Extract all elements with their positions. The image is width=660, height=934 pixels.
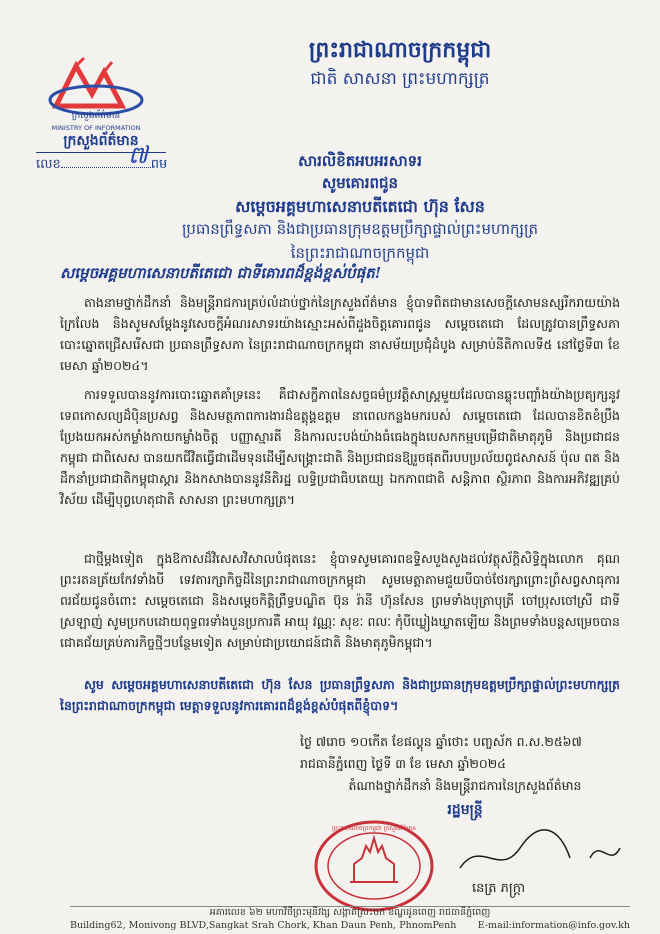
solar-date: រាជធានីភ្នំពេញ ថ្ងៃទី ៣ ខែ មេសា ឆ្នាំ២០២៤ bbox=[300, 756, 507, 771]
footer-email: E-mail:information@info.gov.kh bbox=[477, 920, 630, 931]
paragraph-closing: សូម សម្តេចអគ្គមហាសេនាបតីតេជោ ហ៊ុន សែន ប្រធានព្រឹទ្ធសភា និងជាប្រធានក្រុមឧត្តមប្រឹក្សាផ្ទាល់ព្រះមហាក្សត្រ នៃព្រះរាជាណាចក្រកម្ពុជា មេត្តាទទួលនូវការគោរពដ៏ខ្ពង់ខ្ពស់បំផុតពីខ្ញុំបាទ។ bbox=[60, 677, 620, 713]
ref-suffix: ពម bbox=[150, 157, 168, 172]
footer-address-en bbox=[70, 920, 630, 931]
paragraph-3: ជាថ្មីម្តងទៀត ក្នុងឱកាសដ៏វិសេសវិសាលបំផុតនេះ ខ្ញុំបាទសូមគោរពឧទ្ទិសបួងសួងដល់វត្ថុស័ក្តិសិទ្ធិក្នុងលោក គុណព្រះរតនត្រ័យកែវទាំងបី ទេវតារក្សាកិច្ចដីនៃព្រះរាជាណាចក្រកម្ពុជា សូមមេត្តាតាមជួយបីបាច់ថែរក្សាព្រោះព្រំសព្វសាធុការពរជ័យជូនចំពោះ សម្តេចតេជោ និងសម្តេចកិត្តិព្រឹទ្ធបណ្ឌិត ប៊ុន រ៉ានី ហ៊ុនសែន ព្រមទាំងបុត្រាបុត្រី ចៅប្រុសចៅស្រី ជាទីស្រឡាញ់ សូមប្រកបដោយពុទ្ធពរទាំងបួនប្រការគឺ អាយុ វណ្ណៈ សុខៈ ពលៈ កុំបីឃ្លៀងឃ្លាតឡើយ និងព្រមទាំងបន្តសម្រេចបានជោគជ័យគ្រប់ភារកិច្ចថ្មីៗបន្ថែមទៀត សម្រាប់ជាប្រយោជន៍ជាតិ និងមាតុភូមិកម្ពុជា។ bbox=[60, 551, 620, 650]
ref-handwritten: ៧ bbox=[128, 141, 148, 169]
signatory-title: រដ្ឋមន្ត្រី bbox=[447, 802, 483, 818]
letter-title: សារលិខិតអបអរសាទរ bbox=[298, 152, 422, 170]
addressee-position: ប្រធានព្រឹទ្ធសភា និងជាប្រធានក្រុមឧត្តមប្រឹក្សាផ្ទាល់ព្រះមហាក្សត្រ bbox=[181, 220, 539, 238]
addressee-intro: សូមគោរពជូន bbox=[321, 174, 399, 192]
salutation: សម្តេចអគ្គមហាសេនាបតីតេជោ ជាទីគោរពដ៏ខ្ពង់ខ្ពស់បំផុត! bbox=[60, 264, 382, 282]
signature-icon bbox=[440, 818, 630, 888]
national-motto: ជាតិ សាសនា ព្រះមហាក្សត្រ bbox=[310, 69, 490, 89]
official-seal-icon bbox=[312, 818, 436, 914]
kingdom-heading: ព្រះរាជាណាចក្រកម្ពុជា bbox=[308, 37, 492, 63]
signatory-name: នេត្រ ភក្ត្រា bbox=[472, 881, 526, 896]
lunar-date: ថ្ងៃ ៧រោច ១០កើត ខែផល្គុន ឆ្នាំថោះ បញ្ចស័ក ព.ស.២៥៦៧ bbox=[300, 734, 582, 749]
paragraph-1: តាងនាមថ្នាក់ដឹកនាំ និងមន្ត្រីរាជការគ្រប់លំដាប់ថ្នាក់នៃក្រសួងព័ត៌មាន ខ្ញុំបាទពិតជាមានសេចក្តីសោមនស្សរីករាយយ៉ាងក្រៃលែង និងសូមសម្តែងនូវសេចក្តីអំណរសាទរយ៉ាងស្មោះអស់ពីដួងចិត្តគោរពជូន សម្តេចតេជោ ដែលត្រូវបានព្រឹទ្ធសភាបោះឆ្នោតជ្រើសរើសជា ប្រធានព្រឹទ្ធសភា នៃព្រះរាជាណាចក្រកម្ពុជា នាសម័យប្រជុំដំបូង សម្រាប់នីតិកាលទី៥ នៅថ្ងៃទី៣ ខែមេសា ឆ្នាំ២០២៤។ bbox=[60, 295, 620, 373]
paragraph-2: ការទទួលបាននូវការបោះឆ្នោតគាំទ្រនេះ គឺជាសក្ខីភាពនៃសច្ចធម៌ប្រវត្តិសាស្ត្រមួយដែលបានឆ្លុះបញ្ចាំងយ៉ាងប្រត្យក្សនូវទេពកោសល្យដ៏ប៉ិនប្រសព្វ និងសមត្ថភាពការងារដ៏ឧត្តុង្គឧត្តម នាពេលកន្លងមករបស់ សម្តេចតេជោ ដែលបានខិតខំប្រឹងប្រែងយកអស់កម្លាំងកាយកម្លាំងចិត្ត បញ្ញាស្មារតី និងការលះបង់យ៉ាងធំធេងក្នុងបេសកកម្មបម្រើជាតិមាតុភូមិ និងប្រជាជនកម្ពុជា ជាពិសេស បានយកជីវិតធ្វើជាដើមទុនដើម្បីសង្គ្រោះជាតិ និងប្រជាជនឱ្យរួចផុតពីរបបប្រល័យពូជសាសន៍ ប៉ុល ពត និងដឹកនាំប្រជាជាតិកម្ពុជាស្តារ និងកសាងបាននូវនីតិរដ្ឋ លទ្ធិប្រជាធិបតេយ្យ ឯកភាពជាតិ សន្តិភាព ស្ថិរភាព និងការអភិវឌ្ឍគ្រប់វិស័យ ដើម្បីបុព្វហេតុជាតិ សាសនា ព្រះមហាក្សត្រ។ bbox=[60, 387, 620, 507]
addressee-country: នៃព្រះរាជាណាចក្រកម្ពុជា bbox=[290, 244, 430, 262]
ref-label: លេខ bbox=[36, 157, 61, 172]
seal-text: ព្រះរាជាណាចក្រកម្ពុជា ក្រសួងព័ត៌មាន bbox=[332, 825, 416, 832]
on-behalf-line: តំណាងថ្នាក់ដឹកនាំ និងមន្ត្រីរាជការនៃក្រសួងព័ត៌មាន bbox=[348, 778, 582, 793]
footer-address-en-text: Building62, Monivong BLVD,Sangkat Srah Chork, Khan Daun Penh, PhnomPenh bbox=[70, 920, 457, 931]
logo-text: ក្រសួងព័ត៌មាន bbox=[71, 111, 121, 121]
ministry-name: ក្រសួងព័ត៌មាន bbox=[36, 131, 166, 153]
footer-address-kh: អគារលេខ ៦២ មហាវិថីព្រះមុនីវង្ស សង្កាត់ស្រះចក ខណ្ឌដូនពេញ រាជធានីភ្នំពេញ bbox=[209, 907, 491, 918]
logo-subtext: MINISTRY OF INFORMATION bbox=[51, 124, 141, 132]
addressee-name: សម្តេចអគ្គមហាសេនាបតីតេជោ ហ៊ុន សែន bbox=[235, 197, 485, 216]
